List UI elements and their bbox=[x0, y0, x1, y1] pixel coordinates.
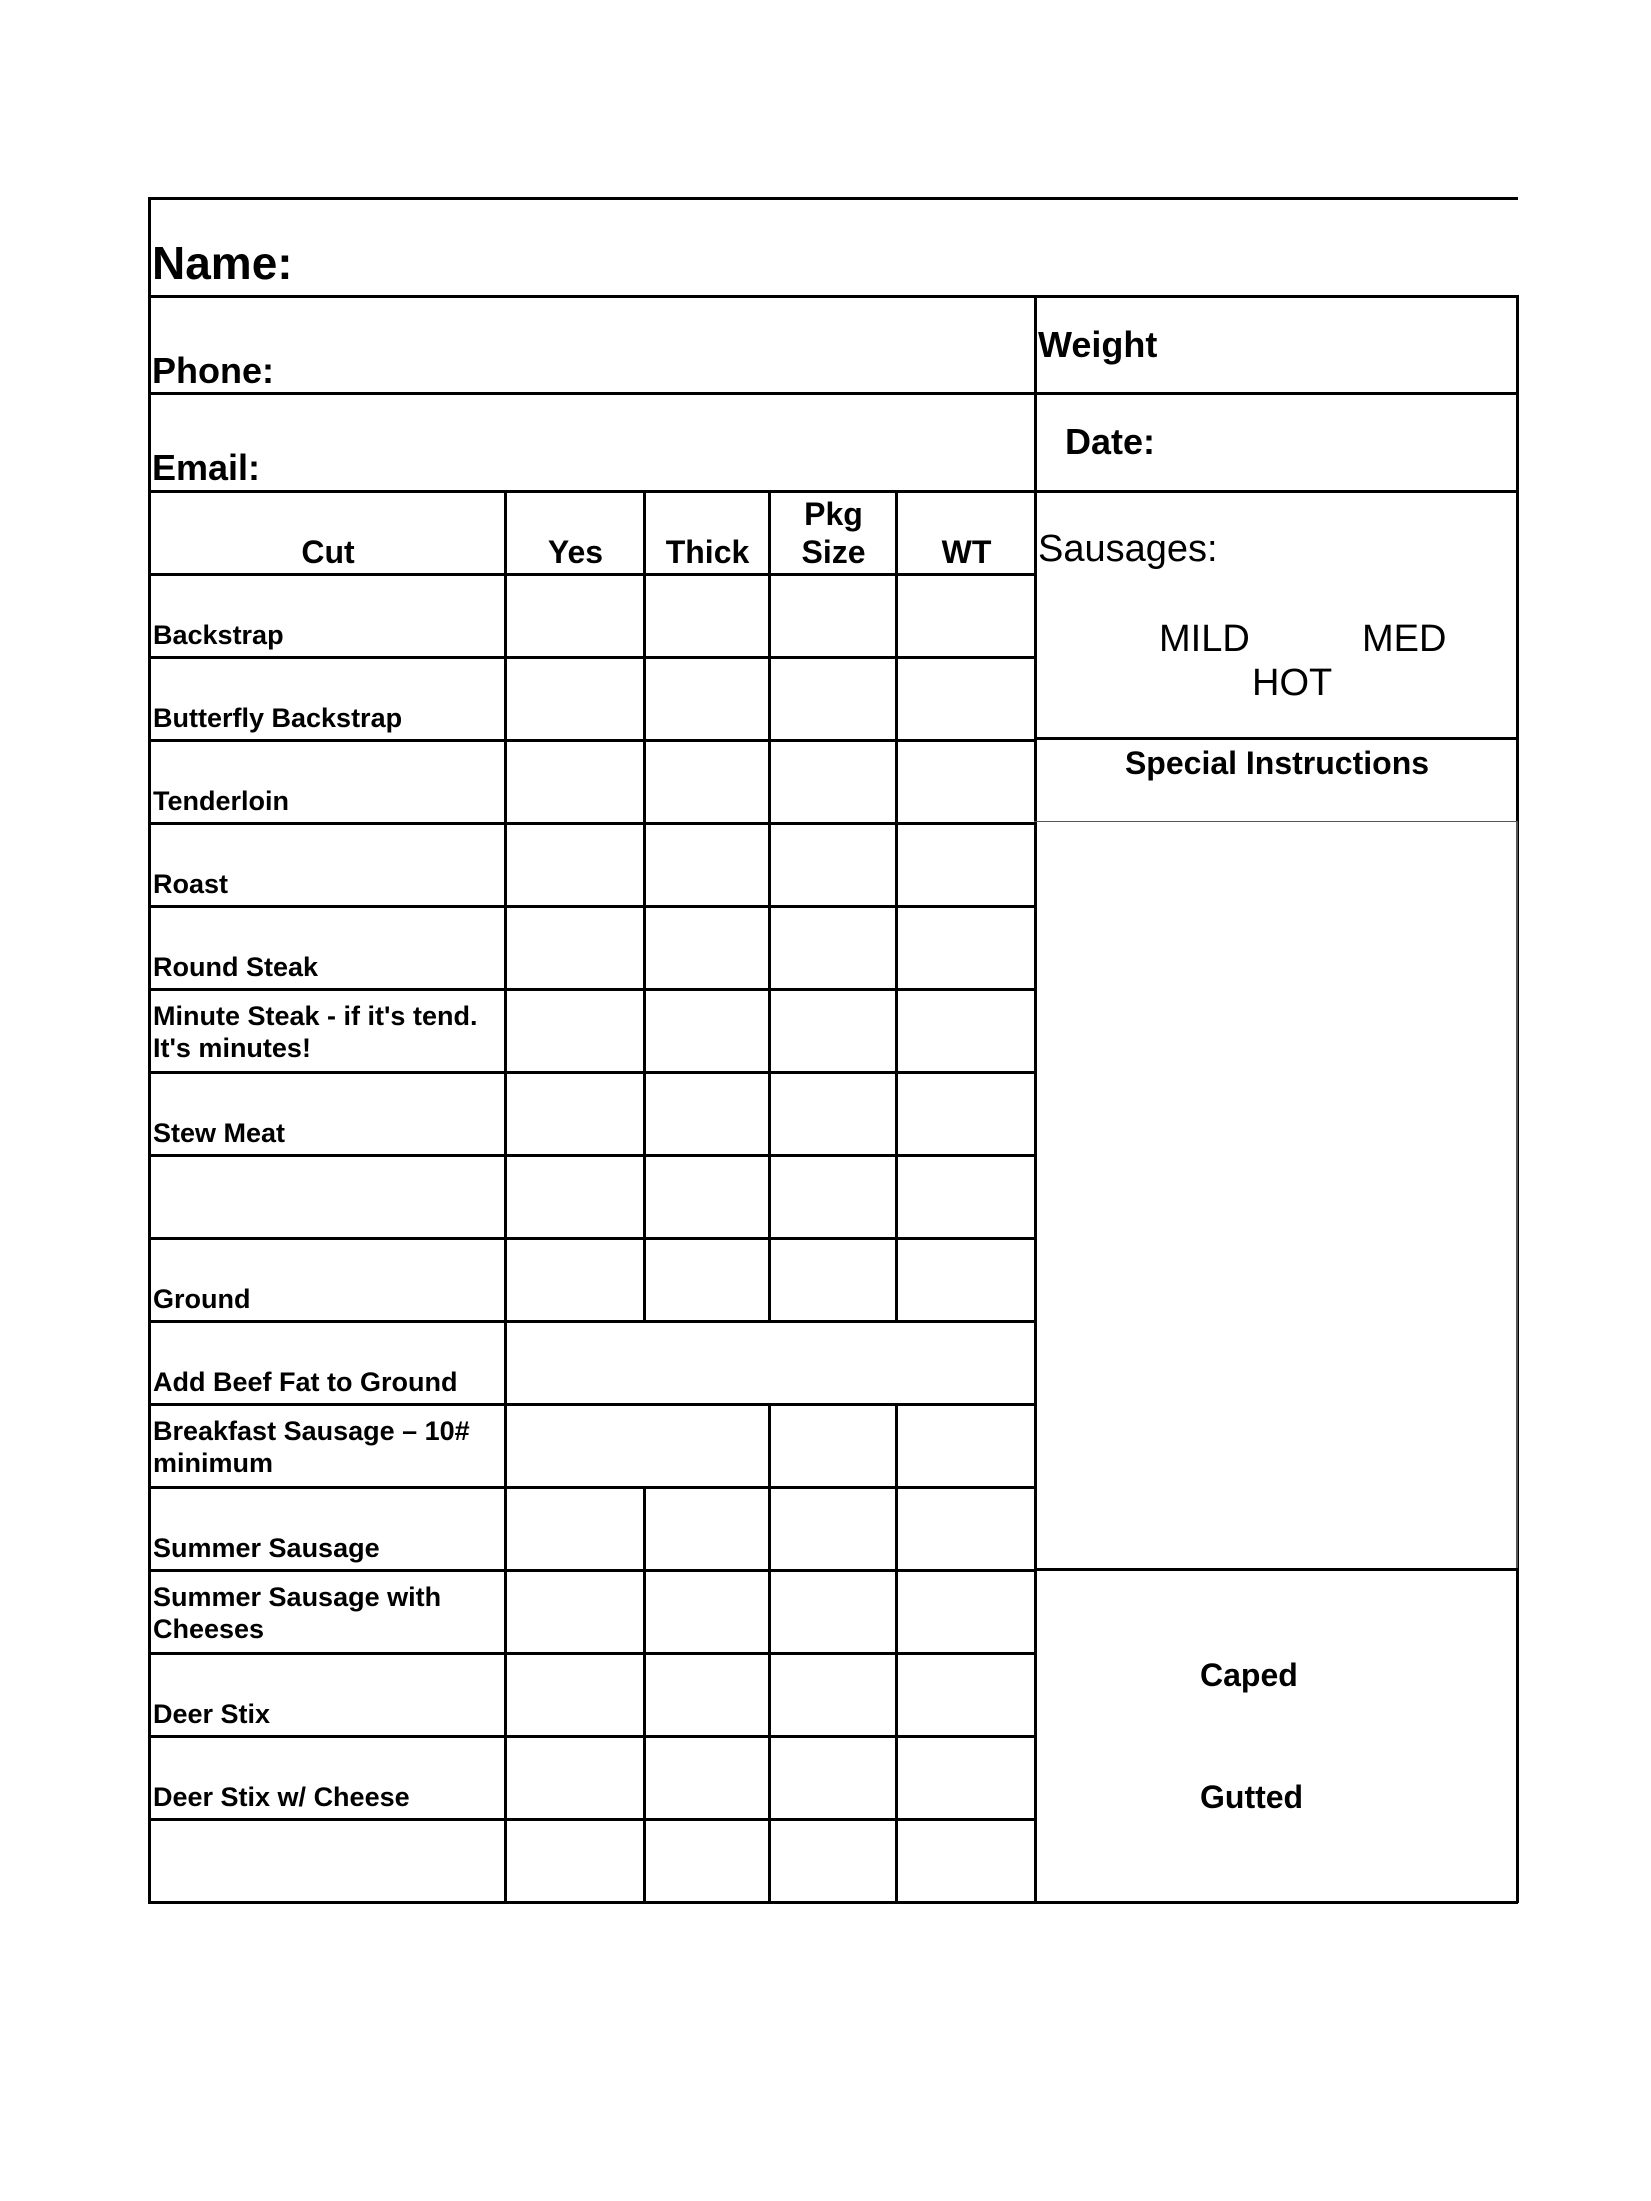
sausages-label: Sausages: bbox=[1038, 528, 1218, 570]
table-cell-wt[interactable] bbox=[900, 827, 1031, 902]
table-cell-yes[interactable] bbox=[509, 661, 640, 736]
table-cell-yes[interactable] bbox=[509, 1076, 640, 1151]
cut-row-label: Tenderloin bbox=[153, 786, 290, 816]
table-cell-pkg-size[interactable] bbox=[773, 1574, 892, 1649]
table-cell-pkg-size[interactable] bbox=[773, 1242, 892, 1317]
table-cell-pkg-size[interactable] bbox=[773, 1823, 892, 1898]
table-cell-pkg-size[interactable] bbox=[773, 1657, 892, 1732]
phone-field[interactable] bbox=[290, 300, 1030, 388]
cut-row-label: Stew Meat bbox=[153, 1118, 286, 1148]
table-cell-wt[interactable] bbox=[900, 1242, 1031, 1317]
table-cell-thick[interactable] bbox=[648, 1823, 765, 1898]
table-cell-pkg-size[interactable] bbox=[773, 1491, 892, 1566]
weight-label: Weight bbox=[1038, 324, 1158, 365]
table-cell-yes[interactable] bbox=[509, 1657, 640, 1732]
col-wt: WT bbox=[941, 534, 992, 570]
cut-row-label: Deer Stix w/ Cheese bbox=[153, 1782, 410, 1812]
cut-row-label: Summer Sausage bbox=[153, 1533, 380, 1563]
table-cell-pkg-size[interactable] bbox=[773, 1408, 892, 1483]
table-cell-yes[interactable] bbox=[509, 1159, 640, 1234]
table-cell-yes[interactable] bbox=[509, 1740, 640, 1815]
table-cell-wt[interactable] bbox=[900, 1823, 1031, 1898]
cut-row-label: Backstrap bbox=[153, 620, 284, 650]
table-cell-pkg-size[interactable] bbox=[773, 1076, 892, 1151]
table-cell-thick[interactable] bbox=[648, 1574, 765, 1649]
sausage-med[interactable]: MED bbox=[1362, 618, 1447, 660]
table-cell-thick[interactable] bbox=[648, 827, 765, 902]
cut-row-label: Minute Steak - if it's tend. It's minutes! bbox=[153, 1001, 478, 1063]
table-cell-yes[interactable] bbox=[509, 993, 640, 1068]
cut-row-label: Deer Stix bbox=[153, 1699, 271, 1729]
cut-row-label: Ground bbox=[153, 1284, 251, 1314]
table-cell-pkg-size[interactable] bbox=[773, 1159, 892, 1234]
col-yes: Yes bbox=[547, 534, 604, 570]
cut-row-label: Round Steak bbox=[153, 952, 319, 982]
table-cell-thick[interactable] bbox=[648, 744, 765, 819]
table-cell-pkg-size[interactable] bbox=[773, 827, 892, 902]
col-thick: Thick bbox=[665, 534, 750, 570]
table-cell-wt[interactable] bbox=[900, 661, 1031, 736]
cut-row-label: Add Beef Fat to Ground bbox=[153, 1367, 458, 1397]
table-cell-yes[interactable] bbox=[509, 1242, 640, 1317]
table-cell-thick[interactable] bbox=[648, 1491, 765, 1566]
name-label: Name: bbox=[152, 237, 293, 289]
table-cell-pkg-size[interactable] bbox=[773, 744, 892, 819]
table-cell-thick[interactable] bbox=[648, 1076, 765, 1151]
col-cut: Cut bbox=[301, 534, 355, 570]
table-cell-pkg-size[interactable] bbox=[773, 578, 892, 653]
cut-row-label: Breakfast Sausage – 10# minimum bbox=[153, 1416, 470, 1478]
table-cell-thick[interactable] bbox=[648, 993, 765, 1068]
table-cell-wt[interactable] bbox=[900, 1574, 1031, 1649]
table-cell-yes[interactable] bbox=[509, 1325, 640, 1400]
name-field[interactable] bbox=[320, 205, 1510, 290]
cut-row-label: Roast bbox=[153, 869, 229, 899]
table-cell-wt[interactable] bbox=[900, 578, 1031, 653]
table-cell-yes[interactable] bbox=[509, 1823, 640, 1898]
email-field[interactable] bbox=[280, 397, 1030, 485]
table-cell-thick[interactable] bbox=[648, 1242, 765, 1317]
table-cell-yes[interactable] bbox=[509, 1408, 640, 1483]
table-cell-wt[interactable] bbox=[900, 1740, 1031, 1815]
table-cell-yes[interactable] bbox=[509, 910, 640, 985]
table-cell-yes[interactable] bbox=[509, 578, 640, 653]
cut-row-label: Butterfly Backstrap bbox=[153, 703, 403, 733]
table-cell-yes[interactable] bbox=[509, 827, 640, 902]
table-cell-wt[interactable] bbox=[900, 1076, 1031, 1151]
table-cell-thick[interactable] bbox=[648, 1408, 765, 1483]
gutted-label[interactable]: Gutted bbox=[1200, 1779, 1304, 1815]
table-cell-thick[interactable] bbox=[648, 1159, 765, 1234]
table-cell-thick[interactable] bbox=[648, 910, 765, 985]
caped-label[interactable]: Caped bbox=[1200, 1657, 1298, 1693]
table-cell-thick[interactable] bbox=[648, 578, 765, 653]
sausage-hot[interactable]: HOT bbox=[1252, 662, 1333, 704]
table-cell-pkg-size[interactable] bbox=[773, 661, 892, 736]
table-cell-wt[interactable] bbox=[900, 1159, 1031, 1234]
table-cell-yes[interactable] bbox=[509, 1491, 640, 1566]
table-cell-pkg-size[interactable] bbox=[773, 910, 892, 985]
table-cell-wt[interactable] bbox=[900, 744, 1031, 819]
table-cell-wt[interactable] bbox=[900, 1491, 1031, 1566]
table-cell-thick[interactable] bbox=[648, 1740, 765, 1815]
special-instructions-label: Special Instructions bbox=[1124, 745, 1430, 781]
special-instructions-field[interactable] bbox=[1040, 826, 1510, 1562]
table-cell-pkg-size[interactable] bbox=[773, 1740, 892, 1815]
cut-row-label: Summer Sausage with Cheeses bbox=[153, 1582, 442, 1644]
table-cell-wt[interactable] bbox=[900, 1657, 1031, 1732]
col-pkg-line1: Pkg bbox=[804, 496, 863, 532]
table-cell-yes[interactable] bbox=[509, 1574, 640, 1649]
table-cell-thick[interactable] bbox=[648, 1657, 765, 1732]
table-cell-pkg-size[interactable] bbox=[773, 993, 892, 1068]
sausage-mild[interactable]: MILD bbox=[1159, 618, 1250, 660]
date-field[interactable] bbox=[1180, 397, 1512, 485]
add-beef-fat-merged-cell[interactable] bbox=[648, 1325, 1031, 1400]
table-cell-wt[interactable] bbox=[900, 993, 1031, 1068]
table-cell-thick[interactable] bbox=[648, 661, 765, 736]
table-cell-wt[interactable] bbox=[900, 910, 1031, 985]
table-cell-wt[interactable] bbox=[900, 1408, 1031, 1483]
col-pkg-line2: Size bbox=[801, 534, 866, 570]
phone-label: Phone: bbox=[152, 350, 274, 391]
table-cell-yes[interactable] bbox=[509, 744, 640, 819]
weight-field[interactable] bbox=[1190, 300, 1512, 388]
date-label: Date: bbox=[1065, 421, 1156, 462]
email-label: Email: bbox=[152, 447, 261, 488]
